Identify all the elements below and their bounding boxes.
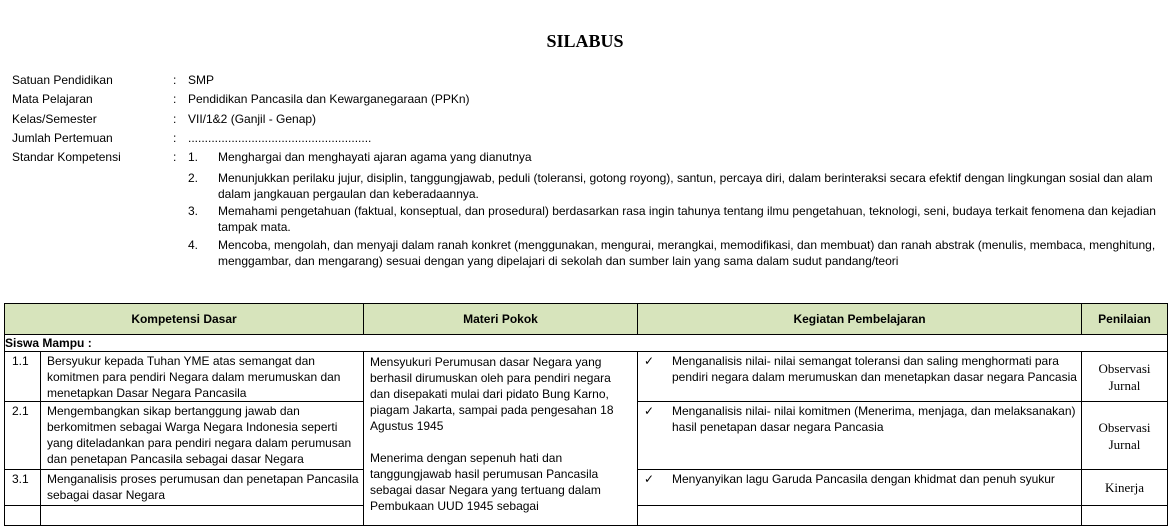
sk-number: 2. <box>188 171 199 185</box>
sk-text: Memahami pengetahuan (faktual, konseptual, dan prosedural) berdasarkan rasa ingin tahunya tentang ilmu pengetahuan, teknologi, seni, budaya terkait fenomena dan kejadian tampak mata. <box>218 204 1156 234</box>
check-icon: ✓ <box>644 404 655 418</box>
kd-number: 3.1 <box>5 470 41 506</box>
kd-number: 2.1 <box>5 402 41 470</box>
penilaian-cell <box>1082 402 1168 470</box>
info-value: VII/1&2 (Ganjil - Genap) <box>188 112 317 126</box>
info-label: Mata Pelajaran <box>12 92 93 106</box>
penilaian-cell <box>1082 470 1168 506</box>
page-title: SILABUS <box>546 31 624 51</box>
kegiatan-cell <box>638 402 1082 470</box>
empty-cell <box>1082 506 1168 526</box>
kd-text: Menganalisis proses perumusan dan penetapan Pancasila sebagai dasar Negara <box>41 470 364 506</box>
info-label: Satuan Pendidikan <box>12 73 113 87</box>
kegiatan-text: Menganalisis nilai- nilai komitmen (Menerima, menjaga, dan melaksanakan) hasil penetapan dasar negara Pancasia <box>672 404 1076 434</box>
kegiatan-text: Menganalisis nilai- nilai semangat toleransi dan saling menghormati para pendiri negara dalam merumuskan dan menetapkan dasar negara Pancasia <box>672 354 1077 384</box>
empty-cell <box>5 506 41 526</box>
info-value: ....................................................... <box>188 131 372 145</box>
header-penilaian: Penilaian <box>1082 304 1168 335</box>
materi-pokok-cell <box>364 352 638 526</box>
info-value: Pendidikan Pancasila dan Kewarganegaraan (PPKn) <box>188 92 470 106</box>
info-value: SMP <box>188 73 215 87</box>
header-kompetensi-dasar: Kompetensi Dasar <box>5 304 364 335</box>
table-header-row <box>5 304 1168 335</box>
info-colon: : <box>173 73 177 87</box>
info-colon: : <box>173 150 177 164</box>
info-label: Jumlah Pertemuan <box>12 131 113 145</box>
info-label: Standar Kompetensi <box>12 150 121 164</box>
syllabus-table <box>4 303 1168 526</box>
kd-number: 1.1 <box>5 352 41 402</box>
siswa-mampu-row <box>5 335 1168 352</box>
info-colon: : <box>173 131 177 145</box>
table-row <box>5 352 1168 402</box>
sk-number: 1. <box>188 150 199 164</box>
info-label: Kelas/Semester <box>12 112 97 126</box>
check-icon: ✓ <box>644 472 655 486</box>
penilaian-item: Jurnal <box>1108 377 1141 393</box>
penilaian-item: Observasi <box>1098 419 1151 435</box>
empty-cell <box>638 506 1082 526</box>
info-colon: : <box>173 92 177 106</box>
sk-text: Mencoba, mengolah, dan menyaji dalam ranah konkret (menggunakan, mengurai, merangkai, memodifikasi, dan membuat) dan ranah abstrak (menulis, membaca, menghitung, menggambar, dan mengarang) sesuai dengan yang dipelajari di sekolah dan sumber lain yang sama dalam sudut pandang/teori <box>218 238 1156 268</box>
penilaian-cell <box>1082 352 1168 402</box>
sk-number: 4. <box>188 238 199 252</box>
penilaian-item: Jurnal <box>1108 436 1141 452</box>
info-colon: : <box>173 112 177 126</box>
penilaian-item: Observasi <box>1098 360 1151 376</box>
materi-paragraph: Mensyukuri Perumusan dasar Negara yang berhasil dirumuskan oleh para pendiri negara dan disepakati mulai dari pidato Bung Karno, piagam Jakarta, sampai pada pengesahan 18 Agustus 1945 <box>370 355 614 433</box>
kegiatan-text: Menyanyikan lagu Garuda Pancasila dengan khidmat dan penuh syukur <box>672 472 1055 486</box>
penilaian-item: Kinerja <box>1105 480 1144 495</box>
siswa-mampu-label: Siswa Mampu : <box>5 335 1168 352</box>
sk-text: Menunjukkan perilaku jujur, disiplin, tanggungjawab, peduli (toleransi, gotong royong), santun, percaya diri, dalam berinteraksi secara efektif dengan lingkungan sosial dan alam dalam jangkauan pergaulan dan keberadaannya. <box>218 171 1153 201</box>
sk-text: Menghargai dan menghayati ajaran agama yang dianutnya <box>218 150 532 164</box>
header-kegiatan: Kegiatan Pembelajaran <box>638 304 1082 335</box>
materi-paragraph: Menerima dengan sepenuh hati dan tanggungjawab hasil perumusan Pancasila sebagai dasar Negara yang tertuang dalam Pembukaan UUD 1945 sebagai <box>370 451 601 513</box>
check-icon: ✓ <box>644 354 655 368</box>
kegiatan-cell <box>638 352 1082 402</box>
header-materi-pokok: Materi Pokok <box>364 304 638 335</box>
kegiatan-cell <box>638 470 1082 506</box>
sk-number: 3. <box>188 204 199 218</box>
kd-text: Bersyukur kepada Tuhan YME atas semangat dan komitmen para pendiri Negara dalam merumuskan dan menetapkan Dasar Negara Pancasila <box>41 352 364 402</box>
kd-text: Mengembangkan sikap bertanggung jawab dan berkomitmen sebagai Warga Negara Indonesia seperti yang diteladankan para pendiri negara dalam perumusan dan penetapan Pancasila sebagai dasar Negara <box>41 402 364 470</box>
empty-cell <box>41 506 364 526</box>
materi-gap <box>370 434 633 450</box>
